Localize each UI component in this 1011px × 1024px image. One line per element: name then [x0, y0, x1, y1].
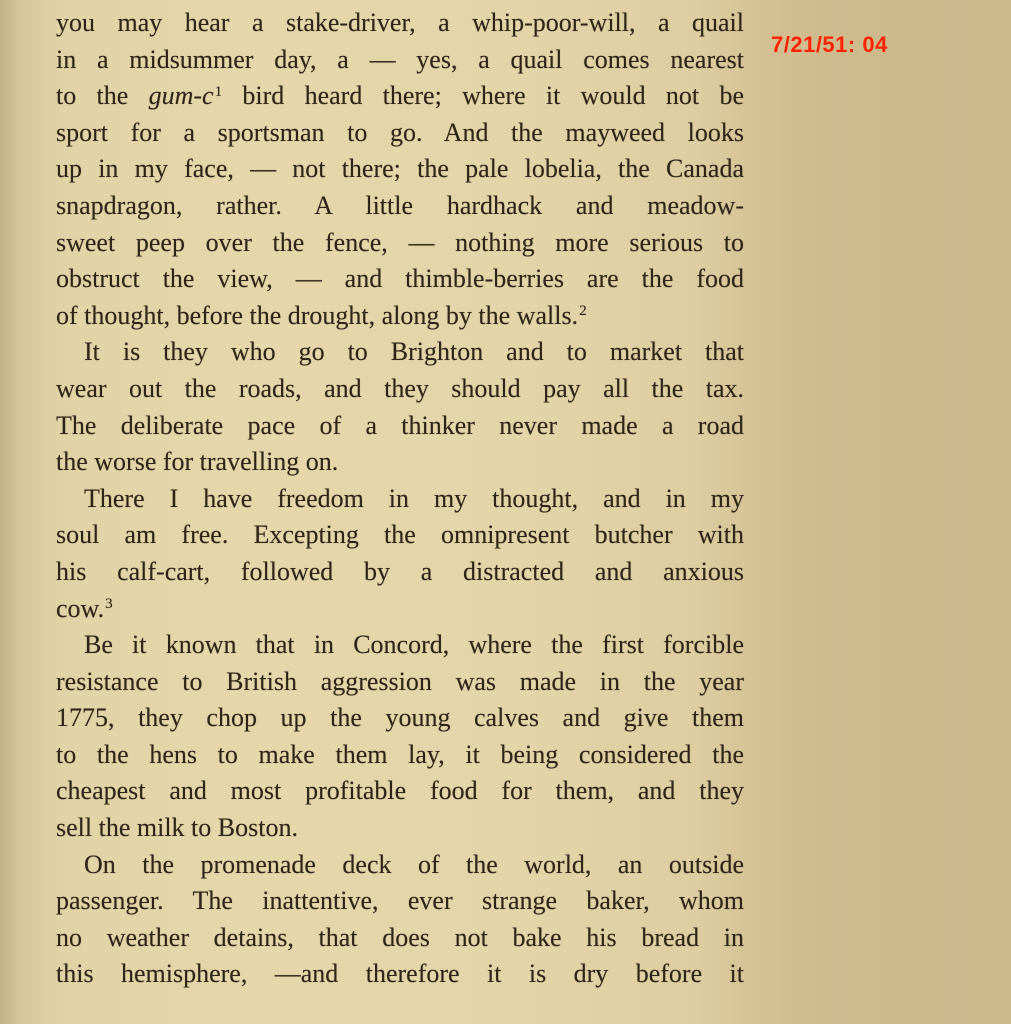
text-line: wear out the roads, and they should pay all the tax. [56, 373, 744, 403]
text-line: Be it known that in Concord, where the first forcible [84, 630, 744, 660]
text-line: to the hens to make them lay, it being considered the [56, 739, 744, 769]
paragraph [56, 481, 744, 627]
text-line: It is they who go to Brighton and to market that [84, 337, 744, 367]
timestamp-overlay: 7/21/51: 04 [771, 32, 888, 57]
text-line: sport for a sportsman to go. And the mayweed looks [56, 117, 744, 147]
text-line: passenger. The inattentive, ever strange baker, whom [56, 886, 744, 916]
text-line: 1775, they chop up the young calves and give them [56, 703, 744, 733]
text-line: you may hear a stake-driver, a whip-poor-will, a quail [56, 8, 744, 37]
paragraph [56, 847, 744, 993]
text-line: cheapest and most profitable food for them, and they [56, 776, 744, 806]
text-line: The deliberate pace of a thinker never made a road [56, 410, 744, 440]
text-line: sell the milk to Boston. [56, 813, 298, 843]
text-line: There I have freedom in my thought, and in my [84, 483, 744, 513]
text-line: up in my face, — not there; the pale lobelia, the Canada [56, 154, 744, 184]
paragraph [56, 627, 744, 847]
text-line: of thought, before the drought, along by the walls.$^2$ [56, 300, 587, 330]
text-line: no weather detains, that does not bake his bread in [56, 922, 744, 952]
text-line: to the gum-$c^1$ bird heard there; where it would not be [56, 81, 744, 111]
text-line: resistance to British aggression was made in the year [56, 666, 744, 696]
text-line: this hemisphere, —and therefore it is dry before it [56, 959, 744, 989]
text-line: soul am free. Excepting the omnipresent butcher with [56, 520, 744, 550]
text-line: cow.$^3$ [56, 593, 113, 623]
footnote-ref: 1 [214, 83, 223, 100]
paragraph [56, 334, 744, 480]
text-column [56, 5, 744, 993]
text-line: obstruct the view, — and thimble-berries are the food [56, 264, 744, 294]
text-line: in a midsummer day, a — yes, a quail comes nearest [56, 44, 744, 74]
footnote-ref: 3 [105, 596, 113, 613]
footnote-ref: 2 [579, 303, 587, 320]
paragraph [56, 5, 744, 334]
text-line: sweet peep over the fence, — nothing more serious to [56, 227, 744, 257]
text-line: his calf-cart, followed by a distracted and anxious [56, 556, 744, 586]
text-line: On the promenade deck of the world, an outside [84, 849, 744, 879]
text-line: snapdragon, rather. A little hardhack and meadow- [56, 190, 744, 220]
text-line: the worse for travelling on. [56, 447, 339, 477]
